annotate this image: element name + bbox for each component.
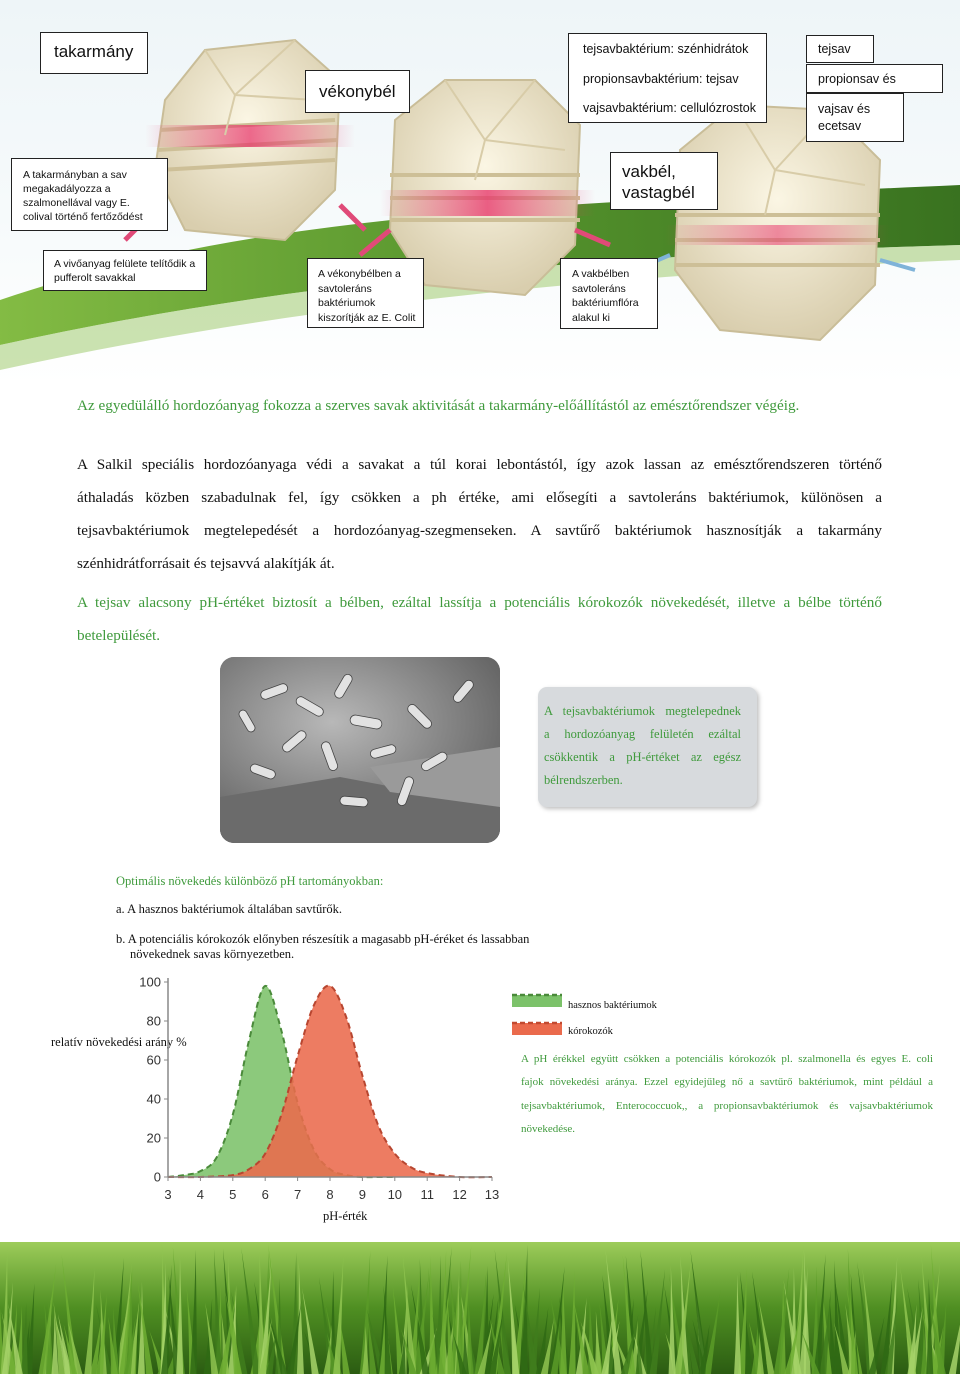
bacteria-lactic: tejsavbaktérium: szénhidrátok (583, 42, 749, 56)
note-line: fajok növekedési aránya. Ezzel egyidejűleg nő a savtűrő baktériumok, mint például a (521, 1076, 933, 1088)
legend-label-pathogens: kórokozók (568, 1026, 613, 1037)
small-intestine-label: vékonybél (305, 70, 410, 113)
micrograph-caption-box (538, 687, 757, 807)
paragraph-line: A Salkil speciális hordozóanyaga védi a savakat a túl korai lebontástól, így azok lassan az emésztőrendszeren történő (77, 456, 882, 473)
legend-swatch-beneficial (512, 992, 562, 1008)
caption-line: bélrendszerben. (544, 773, 623, 787)
caption-line: csökkentik a pH-értéket az egész (544, 750, 741, 764)
bacteria-butyric: vajsavbaktérium: cellulózrostok (583, 101, 756, 115)
x-tick-label: 4 (196, 1187, 205, 1202)
carrier-saturation-note: A vivőanyag felülete telítődik a pufferolt savakkal (43, 250, 207, 291)
y-tick-label: 80 (146, 1013, 161, 1029)
legend-swatch-pathogens (512, 1020, 562, 1036)
chart-y-axis-label: relatív növekedési arány % (51, 1035, 187, 1049)
caption-line: a hordozóanyag felületén ezáltal (544, 727, 741, 741)
x-tick-label: 10 (387, 1187, 403, 1202)
cecum-note: A vakbélben savtoleráns baktériumflóra alakul ki (560, 258, 658, 329)
y-tick-label: 60 (146, 1052, 161, 1068)
paragraph-line: szénhidrátforrásait és tejsavvá alakítják át. (77, 555, 335, 572)
ph-growth-chart (130, 965, 510, 1205)
series-area-1 (168, 986, 492, 1178)
paragraph-line: tejsavbaktériumok megtelepedését a hordozóanyag-szegmenseken. A savtűrő baktériumok hasznosítják a takarmány (77, 522, 882, 539)
diagram-caption: Az egyedülálló hordozóanyag fokozza a szerves savak aktivitását a takarmány-előállítástól az emésztőrendszer végéig. (77, 397, 800, 414)
optimal-growth-point-a: a. A hasznos baktériumok általában savtűrők. (116, 902, 342, 916)
optimal-growth-point-b-cont: növekednek savas környezetben. (130, 947, 295, 961)
product-lactic-acid: tejsav (806, 35, 874, 63)
electron-micrograph (220, 657, 500, 843)
x-tick-label: 6 (261, 1187, 269, 1202)
note-line: tejsavbaktériumok, Enterococcuok,, a propionsavbaktériumok és vajsavbaktériumok (521, 1100, 933, 1112)
product-butyric-acetic-acid: vajsav és ecetsav (806, 93, 904, 142)
bacteria-list-box (568, 33, 767, 123)
y-tick-label: 20 (146, 1130, 161, 1146)
x-tick-label: 7 (293, 1187, 302, 1202)
grass-footer (0, 1242, 960, 1374)
y-tick-label: 40 (146, 1091, 161, 1107)
micrograph-image (220, 657, 500, 843)
y-tick-label: 0 (153, 1169, 161, 1185)
x-tick-label: 9 (358, 1187, 367, 1202)
x-tick-label: 13 (484, 1187, 500, 1202)
bacteria-propionic: propionsavbaktérium: tejsav (583, 72, 739, 86)
chart-x-axis-label: pH-érték (323, 1209, 368, 1223)
feed-label: takarmány (40, 32, 148, 74)
optimal-growth-heading: Optimális növekedés különböző pH tartományokban: (116, 874, 384, 888)
y-tick-label: 100 (139, 974, 161, 990)
paragraph-line: áthaladás közben szabadulnak fel, így csökken a ph értéke, ami elősegíti a savtoleráns baktériumok, különösen a (77, 489, 882, 506)
x-tick-label: 12 (452, 1187, 467, 1202)
optimal-growth-point-b: b. A potenciális kórokozók előnyben részesítik a magasabb pH-éréket és lassabban (116, 932, 530, 946)
paragraph-line: A tejsav alacsony pH-értéket biztosít a bélben, ezáltal lassítja a potenciális kórokozók növekedését, illetve a bélbe történő (77, 594, 882, 611)
note-line: A pH érékkel együtt csökken a potenciális kórokozók pl. szalmonella és egyes E. coli (521, 1053, 933, 1065)
small-intestine-note: A vékonybélben a savtoleráns baktériumok kiszorítják az E. Colit (307, 258, 424, 328)
paragraph-line: betelepülését. (77, 627, 161, 644)
digestion-diagram (0, 0, 960, 385)
grass-image (0, 1242, 960, 1374)
x-tick-label: 5 (229, 1187, 237, 1202)
x-tick-label: 8 (326, 1187, 334, 1202)
x-tick-label: 11 (420, 1187, 434, 1202)
product-propionic-acid: propionsav és (806, 64, 943, 93)
x-tick-label: 3 (164, 1187, 172, 1202)
note-line: növekedése. (521, 1123, 576, 1135)
feed-infection-note: A takarmányban a sav megakadályozza a szalmonellával vagy E. colival történő fertőződést (11, 158, 168, 231)
legend-label-beneficial: hasznos baktériumok (568, 1000, 657, 1011)
cecum-colon-label: vakbél, vastagbél (610, 152, 718, 210)
caption-line: A tejsavbaktériumok megtelepednek (544, 704, 741, 718)
